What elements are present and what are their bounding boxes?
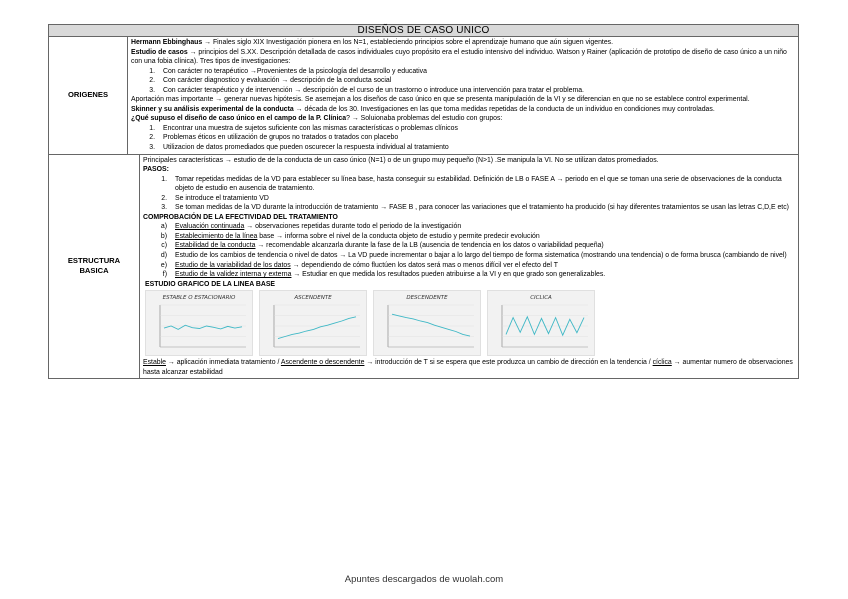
text: → dependiendo de cómo fluctúen los datos será mas o menos difícil ver el efecto del T xyxy=(290,261,558,269)
list-text: Problemas éticos en utilización de grupos no tratados o tratados con placebo xyxy=(163,134,399,142)
footer-watermark: Apuntes descargados de wuolah.com xyxy=(344,574,504,585)
list-marker: 2. xyxy=(149,134,155,142)
list-marker: 3. xyxy=(149,86,155,94)
underlined-term: Estabilidad de la conducta xyxy=(175,242,256,250)
chart-title: CICLICA xyxy=(530,295,552,302)
chart-title: ASCENDENTE xyxy=(294,295,332,302)
list-text xyxy=(175,270,796,280)
list-marker: c) xyxy=(161,242,167,250)
list-marker: 1. xyxy=(149,124,155,132)
list-item xyxy=(131,67,796,77)
list-marker: a) xyxy=(160,223,167,231)
list-marker: d) xyxy=(160,252,167,260)
lettered-list xyxy=(143,222,796,279)
paragraph xyxy=(131,48,796,67)
list-text xyxy=(175,261,796,271)
bold-term: Skinner y su análisis experimental de la conducta xyxy=(131,105,294,113)
bold-term: ¿Qué supuso el diseño de caso único en el campo de la P. Clínica xyxy=(131,115,347,123)
list-text: Con carácter diagnostico y evaluación → descripción de la conducta social xyxy=(163,77,392,85)
list-text: Tomar repetidas medidas de la VD para establecer su línea base, hasta conseguir su estabilidad. Definición de LB o FASE A → periodo en el que se toman una serie de observaciones de la conducta objeto de estudio en ausencia de tratamiento. xyxy=(175,175,782,193)
numbered-list xyxy=(143,175,796,213)
list-marker: 2. xyxy=(161,194,167,202)
list-text xyxy=(175,222,796,232)
row-origenes xyxy=(49,37,798,155)
list-item xyxy=(143,175,796,194)
list-marker: 3. xyxy=(161,204,167,212)
list-item xyxy=(131,143,796,153)
list-marker: e) xyxy=(160,261,167,269)
paragraph xyxy=(131,38,796,48)
list-item xyxy=(131,86,796,96)
text: → principios del S.XX. Descripción detallada de casos individuales cuyo propósito era el estudio intensivo del individuo. Watson y Rainer (aplicación de prototipo de diseño de caso único a un niño con una fobia clínica). Tres tipos de investigaciones: xyxy=(131,48,787,66)
list-text xyxy=(175,241,796,251)
paragraph xyxy=(131,105,796,115)
text: → aplicación inmediata tratamiento / xyxy=(165,359,281,367)
bold-term: Hermann Ebbinghaus xyxy=(131,39,203,46)
list-text: Utilizacion de datos promediados que pueden oscurecer la respuesta individual al tratamiento xyxy=(163,144,449,152)
section-label-estructura: ESTRUCTURA BASICA xyxy=(49,155,140,379)
text: base → informa sobre el nivel de la conducta objeto de estudio y permite predecir evolución xyxy=(257,232,540,240)
paragraph: Principales características → estudio de de la conducta de un caso único (N=1) o de un grupo muy pequeño (N>1) .Se manipula la VI. No se utilizan datos promediados. xyxy=(143,156,659,164)
chart-ascending xyxy=(259,290,367,356)
text: ? → Soluionaba problemas del estudio con grupos: xyxy=(346,115,503,123)
bold-term: COMPROBACIÓN DE LA EFECTIVIDAD DEL TRATAMIENTO xyxy=(143,213,338,221)
list-marker: 1. xyxy=(149,67,155,75)
text: → observaciones repetidas durante todo el periodo de la investigación xyxy=(244,223,462,231)
bold-term: Estudio de casos xyxy=(131,48,188,56)
list-marker: 3. xyxy=(149,144,155,152)
trend-line xyxy=(278,317,356,339)
row-estructura xyxy=(49,155,798,379)
list-item xyxy=(131,133,796,143)
page-title: DISEÑOS DE CASO UNICO xyxy=(49,25,798,37)
bold-term: ESTUDIO GRAFICO DE LA LINEA BASE xyxy=(145,280,276,288)
list-item xyxy=(143,203,796,213)
list-item xyxy=(131,76,796,86)
list-marker: f) xyxy=(162,271,167,279)
list-item xyxy=(143,251,796,261)
baseline-charts xyxy=(145,290,796,356)
underlined-term: Estable xyxy=(143,359,166,367)
list-item xyxy=(143,194,796,204)
list-item xyxy=(143,270,796,280)
underlined-term: Estudio de la variabilidad de los datos xyxy=(175,261,291,269)
text: Estudio de los cambios de tendencia o nivel de datos → La VD puede incrementar o bajar a lo largo del tiempo de forma sistematica (mostrando una tendencia) o de forma brusca (cambiando de nivel) xyxy=(175,252,787,260)
list-item xyxy=(143,232,796,242)
list-text: Con carácter no terapéutico →Provenientes de la psicología del desarrollo y educativa xyxy=(163,67,427,75)
chart-svg xyxy=(146,291,252,355)
chart-svg xyxy=(374,291,480,355)
list-marker: 2. xyxy=(149,77,155,85)
chart-descending xyxy=(373,290,481,356)
chart-cyclic xyxy=(487,290,595,356)
document-table xyxy=(48,24,799,379)
numbered-list xyxy=(131,67,796,96)
text: → recomendable alcanzarla durante la fase de la LB (ausencia de tendencia en los datos o variabilidad pequeña) xyxy=(255,242,604,250)
underlined-term: Evaluación continuada xyxy=(175,223,245,231)
list-text: Con carácter terapéutico y de intervención → descripción de el curso de un trastorno o introduce una intervención para tratar el problema. xyxy=(163,86,584,94)
chart-title: DESCENDENTE xyxy=(406,295,448,302)
text: → Estudiar en que medida los resultados pueden atribuirse a la VI y en que grado son generalizables. xyxy=(291,271,606,279)
underlined-term: cíclica xyxy=(652,359,672,367)
list-item xyxy=(143,261,796,271)
text: → introducción de T si se espera que este produzca un cambio de dirección en la tendencia / xyxy=(364,359,653,367)
underlined-term: Estudio de la validez interna y externa xyxy=(175,271,292,279)
bold-term: PASOS: xyxy=(143,166,169,174)
list-text: Se introduce el tratamiento VD xyxy=(175,194,269,202)
list-marker: 1. xyxy=(161,175,167,183)
paragraph-conclusion xyxy=(143,358,796,377)
list-text xyxy=(175,232,796,242)
chart-title: ESTABLE O ESTACIONARIO xyxy=(162,295,236,302)
list-item xyxy=(131,124,796,134)
chart-stable xyxy=(145,290,253,356)
text: → aumentar numero de observaciones hasta alcanzar estabilidad xyxy=(143,359,793,376)
subheading-grafico xyxy=(143,280,796,290)
paragraph xyxy=(131,114,796,124)
paragraph: Aportación mas importante → generar nuevas hipótesis. Se asemejan a los diseños de caso único en que se presenta manipulación de la VI y se diferencian en que no se establece control experimental. xyxy=(131,96,750,104)
subheading-pasos xyxy=(143,165,796,175)
underlined-term: Establecimiento de la línea xyxy=(175,232,258,240)
underlined-term: Ascendente o descendente xyxy=(280,359,365,367)
list-text: Se toman medidas de la VD durante la introducción de tratamiento → FASE B , para conocer las variaciones que el tratamiento ha producido (si hay diferentes tratamientos se usan las letras C,D,E etc) xyxy=(175,204,789,212)
section-label-origenes: ORIGENES xyxy=(49,37,128,154)
text: → Finales siglo XIX Investigación pionera en los N=1, estableciendo principios sobre el aprendizaje humano que aún siguen vigentes. xyxy=(202,39,614,46)
list-item xyxy=(143,241,796,251)
list-marker: b) xyxy=(160,232,167,240)
chart-svg xyxy=(488,291,594,355)
chart-svg xyxy=(260,291,366,355)
list-text: Encontrar una muestra de sujetos suficiente con las mismas características o problemas clínicos xyxy=(163,124,458,132)
list-text xyxy=(175,251,796,261)
subheading-comprobacion xyxy=(143,213,796,223)
numbered-list xyxy=(131,124,796,153)
section-content-estructura xyxy=(140,155,798,379)
trend-line xyxy=(392,314,470,336)
section-content-origenes xyxy=(128,37,798,154)
list-item xyxy=(143,222,796,232)
text: → década de los 30. Investigaciones en las que toma medidas repetidas de la conducta de un individuo en condiciones muy controladas. xyxy=(293,105,715,113)
